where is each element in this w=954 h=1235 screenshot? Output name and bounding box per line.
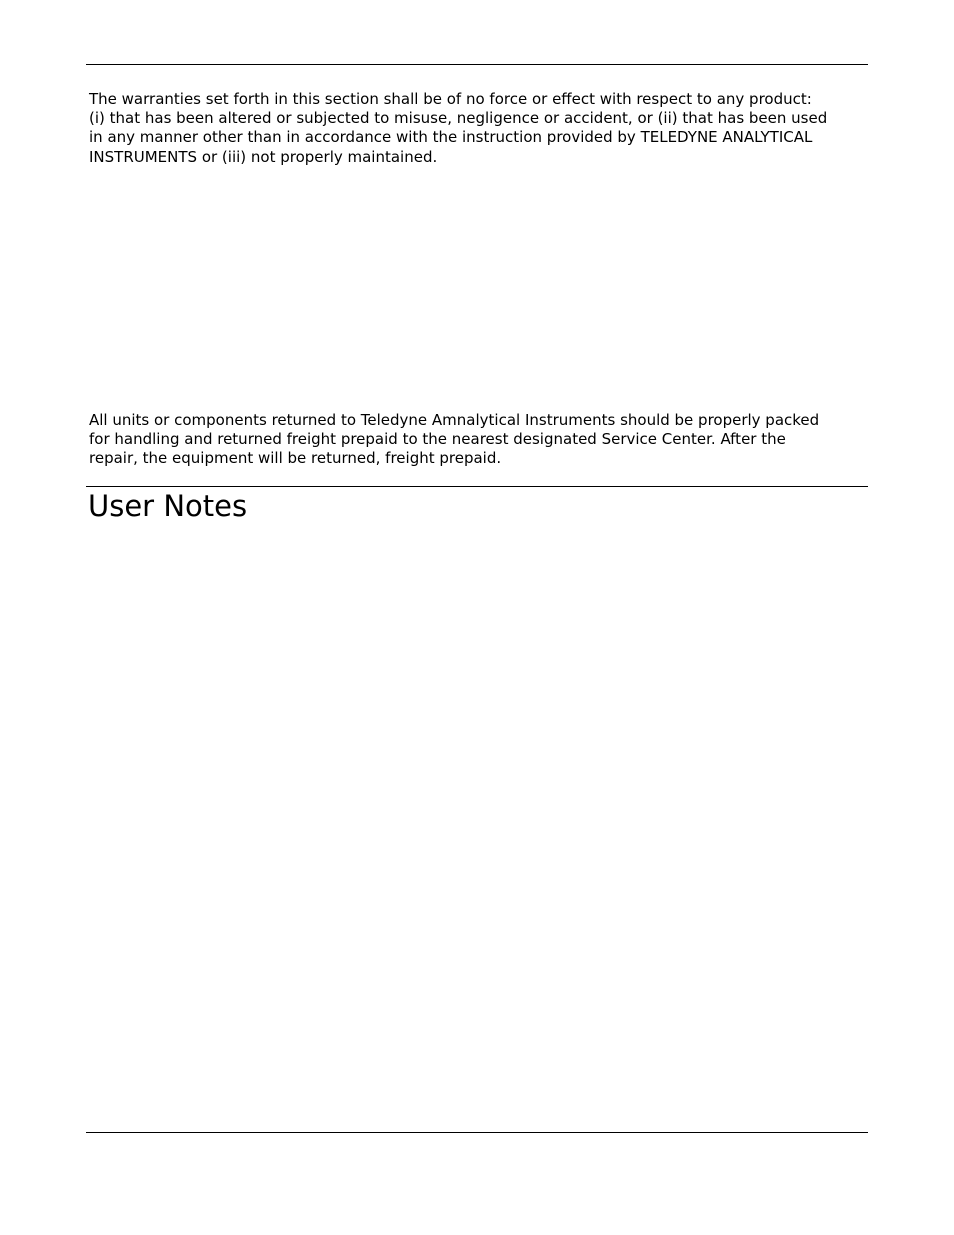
returns-shipping-paragraph: All units or components returned to Teledyne Amnalytical Instruments should be properly packed for handling and returned freight prepaid to the nearest designated Service Center. After the repair, the equipment will be returned, freight prepaid. [89,411,820,468]
top-divider [86,64,868,65]
section-divider [86,486,868,487]
warranty-exclusions-paragraph: The warranties set forth in this section shall be of no force or effect with respect to any product: (i) that has been altered or subjected to misuse, negligence or accident, or (ii) that has been used in any manner other than in accordance with the instruction provided by TELEDYNE ANALYTICAL INSTRUMENTS or (iii) not properly maintained. [89,90,828,166]
footer-divider [86,1132,868,1133]
user-notes-heading: User Notes [88,489,248,523]
